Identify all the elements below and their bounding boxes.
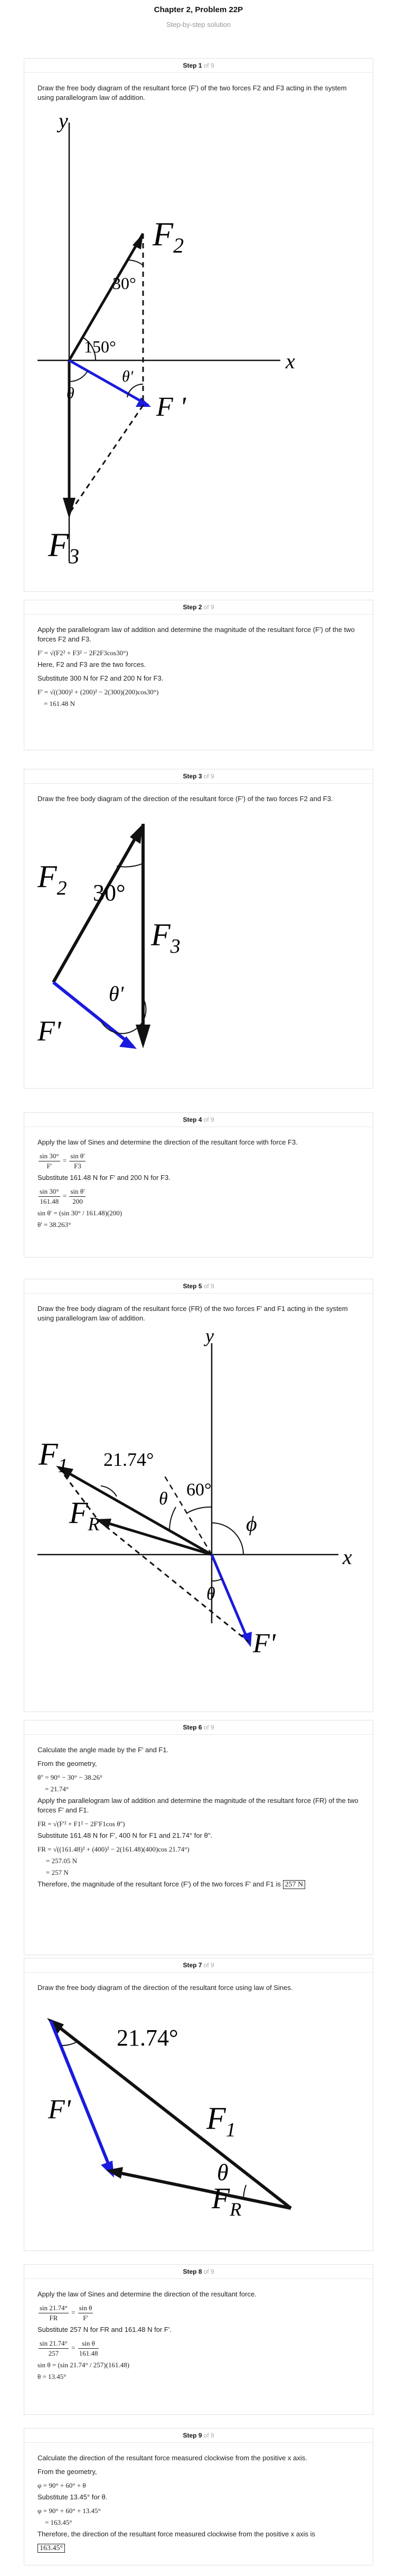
equation: $\frac{\sin 21.74^\circ}{257}$ = $\frac{\text{sin θ}}{161.48}$ [40, 2339, 98, 2357]
step-header: Step 7 of 9 [183, 1961, 214, 1969]
step-text: Substitute 161.48 N for F' and 200 N for F3. [37, 1174, 171, 1182]
svg-text:F1: $F_1$ [39, 1437, 68, 1477]
svg-text:θ: θ [217, 2160, 229, 2186]
step-text: Substitute 13.45° for θ. [37, 2493, 108, 2501]
step-text: Apply the law of Sines and determine the direction of the resultant force. [37, 2290, 257, 2298]
equation: sin θ' = (sin 30° / 161.48)(200) [37, 1209, 122, 1217]
svg-text:21.74°: 21.74° [103, 1449, 154, 1470]
svg-text:ϕ: ϕ [246, 1512, 257, 1536]
step-text: Apply the parallelogram law of addition and determine the magnitude of the resultant force (FR) of the two forces F' and F1. [37, 1797, 358, 1814]
step-8-card [24, 2264, 373, 2415]
step-2-card [24, 600, 373, 750]
svg-text:θ: θ [206, 1584, 215, 1604]
step-3-card [24, 769, 373, 1089]
svg-text:F': F' [48, 2095, 71, 2125]
svg-text:x: x [343, 1545, 352, 1569]
equation: F' = √((300)² + (200)² − 2(300)(200)cos30°) [37, 688, 159, 696]
equation: sin θ = (sin 21.74° / 257)(161.48) [37, 2361, 130, 2369]
svg-text:θ': θ' [122, 368, 134, 385]
answer-box: 257 N [283, 1880, 306, 1889]
svg-text:60°: 60° [186, 1480, 212, 1500]
step-5-card [24, 1279, 373, 1712]
equation: φ = 90° + 60° + 13.45° [37, 2507, 101, 2515]
step-1-card [24, 58, 373, 592]
svg-text:θ: θ [67, 385, 74, 402]
page-subtitle: Step-by-step solution [166, 21, 231, 29]
equation: θ' = 38.263° [37, 1221, 71, 1229]
step-text: Calculate the angle made by the F' and F1. [37, 1746, 169, 1754]
equation: = 257 N [46, 1868, 69, 1876]
equation: = 257.05 N [46, 1857, 77, 1865]
equation: = 161.48 N [44, 700, 75, 708]
step-text: Calculate the direction of the resultant force measured clockwise from the positive x axis. [37, 2454, 307, 2462]
figure-3-diagram [37, 808, 333, 1072]
step-header: Step 4 of 9 [183, 1116, 214, 1123]
equation: = 163.45° [45, 2518, 72, 2526]
svg-text:y: y [205, 1327, 214, 1346]
step-header: Step 2 of 9 [183, 603, 214, 611]
figure-1-diagram [37, 107, 333, 572]
step-text: Draw the free body diagram of the direction of the resultant force using law of Sines. [37, 1984, 293, 1992]
svg-text:30°: 30° [112, 274, 136, 293]
svg-text:F ': F ' [156, 392, 186, 422]
step-text: Draw the free body diagram of the resultant force (FR) of the two forces F' and F1 acting in the system using parallelogram law of addition. [37, 1305, 348, 1322]
step-header: Step 9 of 9 [183, 2432, 214, 2439]
header [0, 0, 397, 29]
equation: $\frac{\sin 21.74^\circ}{FR}$ = $\frac{\text{sin θ}}{F'}$ [40, 2304, 92, 2322]
step-header: Step 1 of 9 [183, 62, 214, 69]
step-text: From the geometry, [37, 1760, 97, 1768]
step-6-card [24, 1720, 373, 1955]
step-header: Step 5 of 9 [183, 1282, 214, 1290]
equation: $\frac{\sin 30^\circ}{161.48}$ = $\frac{\text{sin θ'}}{200}$ [40, 1187, 85, 1205]
equation: F' = √(F2² + F3² − 2F2F3cos30°) [37, 649, 128, 657]
equation: φ = 90° + 60° + θ [37, 2481, 86, 2489]
equation: θ'' = 90° − 30° − 38.26° [37, 1773, 103, 1781]
equation: FR = √(F'² + F1² − 2F'F1cos θ'') [37, 1820, 125, 1828]
svg-text:30°: 30° [93, 880, 126, 906]
step-text: Draw the free body diagram of the resultant force (F') of the two forces F2 and F3 acting in the system using parallelogram law of addition. [37, 84, 347, 101]
figure-5-diagram [37, 1327, 360, 1697]
step-text: Therefore, the magnitude of the resultant force (F') of the two forces F' and F1 is [37, 1880, 281, 1888]
svg-text:F': F' [37, 1015, 61, 1047]
answer-box: 163.45° [37, 2544, 65, 2553]
step-header: Step 6 of 9 [183, 1724, 214, 1731]
page-title: Chapter 2, Problem 22P [154, 5, 243, 14]
step-text: Substitute 300 N for F2 and 200 N for F3. [37, 674, 164, 682]
svg-text:FR: $F_R$ [69, 1495, 100, 1535]
equation: θ = 13.45° [37, 2373, 67, 2380]
svg-text:θ': θ' [109, 982, 124, 1006]
step-text: Here, F2 and F3 are the two forces. [37, 661, 146, 668]
svg-text:F2: $F_2$ [37, 859, 67, 899]
equation: FR = √((161.48)² + (400)² − 2(161.48)(400)cos 21.74°) [37, 1845, 190, 1853]
step-header: Step 8 of 9 [183, 2268, 214, 2275]
step-header: Step 3 of 9 [183, 773, 214, 780]
svg-text:y: y [59, 109, 68, 133]
svg-text:F': F' [253, 1629, 276, 1659]
step-9-card [24, 2428, 373, 2565]
step-text: Therefore, the direction of the resultant force measured clockwise from the positive x axis is [37, 2530, 316, 2538]
svg-text:x: x [286, 349, 295, 373]
step-text: From the geometry, [37, 2468, 97, 2476]
figure-7-diagram [37, 1997, 333, 2224]
step-text: Substitute 161.48 N for F', 400 N for F1 and 21.74° for θ''. [37, 1831, 213, 1839]
equation: = 21.74° [45, 1785, 69, 1793]
step-text: Apply the law of Sines and determine the direction of the resultant force with force F3. [37, 1138, 298, 1146]
svg-text:θ: θ [159, 1489, 168, 1509]
svg-text:F3: $F_3$ [151, 917, 181, 957]
svg-text:F3: $F_3$ [48, 526, 80, 568]
svg-text:FR: $F_R$ [212, 2182, 242, 2220]
step-text: Draw the free body diagram of the direction of the resultant force (F') of the two forces F2 and F3. [37, 795, 333, 803]
step-7-card [24, 1958, 373, 2251]
svg-text:F2: $F_2$ [153, 215, 184, 257]
step-text: Substitute 257 N for FR and 161.48 N for F'. [37, 2326, 172, 2333]
svg-text:21.74°: 21.74° [117, 2025, 178, 2051]
equation: $\frac{\sin 30^\circ}{F'}$ = $\frac{\text{sin θ'}}{F3}$ [40, 1152, 85, 1170]
svg-text:F1: $F_1$ [206, 2101, 236, 2141]
step-4-card [24, 1112, 373, 1258]
step-text: Apply the parallelogram law of addition and determine the magnitude of the resultant force (F') of the two forces F2 and F3. [37, 626, 355, 643]
svg-text:150°: 150° [84, 337, 116, 356]
